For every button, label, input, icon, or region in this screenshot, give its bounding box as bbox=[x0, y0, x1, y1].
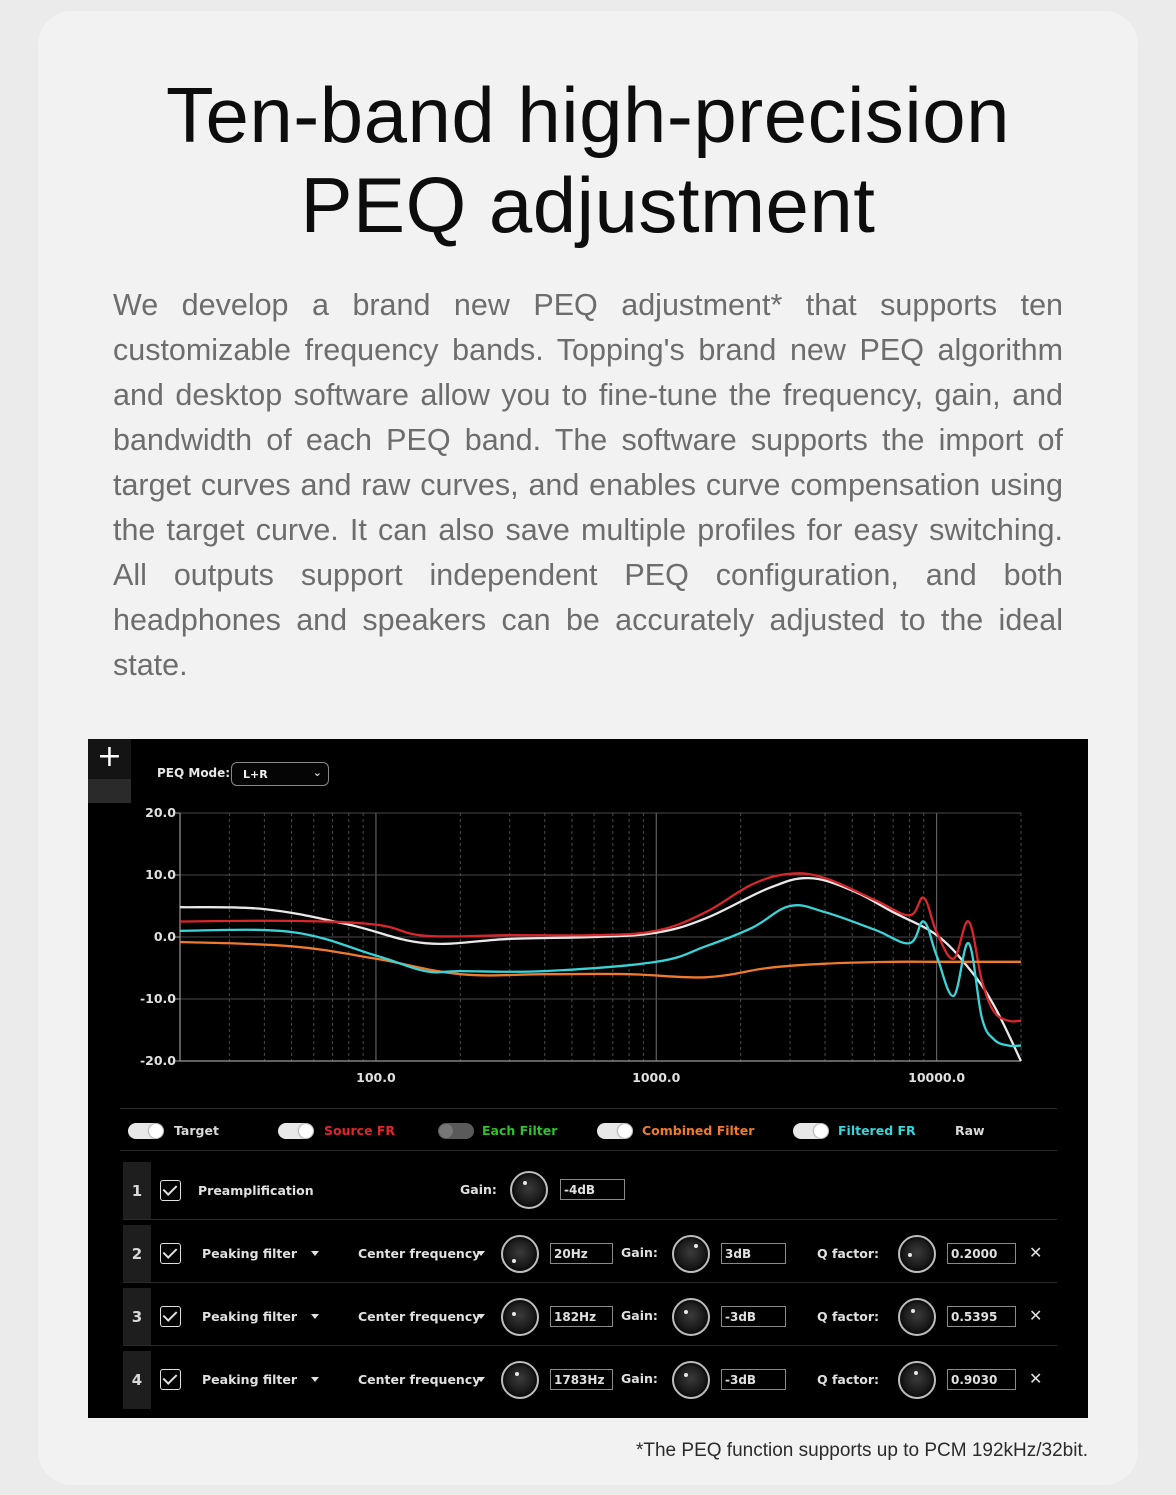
frequency-knob[interactable] bbox=[501, 1361, 539, 1399]
x-tick-label: 10000.0 bbox=[908, 1070, 966, 1085]
headline bbox=[0, 70, 1176, 250]
row-index: 1 bbox=[123, 1162, 151, 1219]
gain-field[interactable]: -3dB bbox=[721, 1306, 786, 1327]
center-frequency-select[interactable]: Center frequency bbox=[358, 1309, 481, 1324]
filter-row-2 bbox=[123, 1225, 1057, 1283]
filter-enable-checkbox[interactable] bbox=[160, 1369, 181, 1390]
row-index: 4 bbox=[123, 1351, 151, 1409]
close-icon[interactable]: ✕ bbox=[1029, 1243, 1043, 1262]
preamp-row bbox=[123, 1162, 1057, 1220]
toggle-source-fr[interactable] bbox=[278, 1123, 314, 1139]
headline-line-2: PEQ adjustment bbox=[300, 161, 876, 249]
frequency-field[interactable]: 20Hz bbox=[550, 1243, 613, 1264]
peq-mode-label: PEQ Mode: bbox=[157, 766, 231, 780]
preamp-checkbox[interactable] bbox=[160, 1180, 181, 1201]
chart-legend bbox=[120, 1108, 1057, 1151]
x-tick-label: 100.0 bbox=[356, 1070, 396, 1085]
q-factor-label: Q factor: bbox=[817, 1372, 879, 1387]
preamp-label: Preamplification bbox=[198, 1183, 314, 1198]
y-tick-label: 10.0 bbox=[145, 867, 176, 882]
gain-label: Gain: bbox=[621, 1371, 658, 1386]
q-factor-knob[interactable] bbox=[898, 1298, 936, 1336]
filter-row-3 bbox=[123, 1288, 1057, 1346]
legend-source-fr-label: Source FR bbox=[324, 1123, 396, 1138]
frequency-field[interactable]: 182Hz bbox=[550, 1306, 613, 1327]
series-line-filtered-fr bbox=[180, 905, 1021, 1046]
legend-each-filter-label: Each Filter bbox=[482, 1123, 558, 1138]
q-factor-field[interactable]: 0.9030 bbox=[947, 1369, 1016, 1390]
q-factor-label: Q factor: bbox=[817, 1246, 879, 1261]
legend-filtered-fr-label: Filtered FR bbox=[838, 1123, 916, 1138]
filter-enable-checkbox[interactable] bbox=[160, 1243, 181, 1264]
filter-enable-checkbox[interactable] bbox=[160, 1306, 181, 1327]
frequency-response-chart bbox=[88, 799, 1088, 1109]
description-text: We develop a brand new PEQ adjustment* that supports ten customizable frequency bands. Topping's brand new PEQ algorithm and desktop software allow you to fine-tune the frequency, gain, and bandwidth of each PEQ band. The software supports the import of target curves and raw curves, and enables curve compensation using the target curve. It can also save multiple profiles for easy switching. All outputs support independent PEQ configuration, and both headphones and speakers can be accurately adjusted to the ideal state. bbox=[113, 288, 1063, 682]
plus-icon[interactable]: + bbox=[88, 739, 131, 779]
gain-field[interactable]: 3dB bbox=[721, 1243, 786, 1264]
caret-down-icon[interactable] bbox=[311, 1377, 319, 1382]
y-tick-label: 0.0 bbox=[153, 929, 176, 944]
q-factor-knob[interactable] bbox=[898, 1361, 936, 1399]
series-line-target bbox=[180, 878, 1021, 1061]
close-icon[interactable]: ✕ bbox=[1029, 1306, 1043, 1325]
frequency-knob[interactable] bbox=[501, 1298, 539, 1336]
gain-knob[interactable] bbox=[672, 1298, 710, 1336]
filter-type-select[interactable]: Peaking filter bbox=[202, 1372, 298, 1387]
peq-app-window bbox=[88, 739, 1088, 1418]
gain-label: Gain: bbox=[621, 1308, 658, 1323]
filter-type-select[interactable]: Peaking filter bbox=[202, 1246, 298, 1261]
filter-row-4 bbox=[123, 1351, 1057, 1409]
legend-combined-filter-label: Combined Filter bbox=[642, 1123, 755, 1138]
caret-down-icon[interactable] bbox=[477, 1377, 485, 1382]
toggle-each-filter[interactable] bbox=[438, 1123, 474, 1139]
q-factor-knob[interactable] bbox=[898, 1235, 936, 1273]
q-factor-field[interactable]: 0.5395 bbox=[947, 1306, 1016, 1327]
toggle-target[interactable] bbox=[128, 1123, 164, 1139]
y-tick-label: 20.0 bbox=[145, 805, 176, 820]
caret-down-icon[interactable] bbox=[477, 1314, 485, 1319]
row-index: 3 bbox=[123, 1288, 151, 1345]
gain-knob[interactable] bbox=[672, 1235, 710, 1273]
y-tick-label: -10.0 bbox=[139, 991, 176, 1006]
center-frequency-select[interactable]: Center frequency bbox=[358, 1246, 481, 1261]
gain-label: Gain: bbox=[621, 1245, 658, 1260]
peq-mode-value: L+R bbox=[243, 768, 268, 781]
center-frequency-select[interactable]: Center frequency bbox=[358, 1372, 481, 1387]
toggle-combined-filter[interactable] bbox=[597, 1123, 633, 1139]
frequency-field[interactable]: 1783Hz bbox=[550, 1369, 613, 1390]
gain-field[interactable]: -3dB bbox=[721, 1369, 786, 1390]
close-icon[interactable]: ✕ bbox=[1029, 1369, 1043, 1388]
row-index: 2 bbox=[123, 1225, 151, 1282]
preamp-gain-knob[interactable] bbox=[510, 1171, 548, 1209]
legend-target-label: Target bbox=[174, 1123, 219, 1138]
q-factor-field[interactable]: 0.2000 bbox=[947, 1243, 1016, 1264]
caret-down-icon[interactable] bbox=[477, 1251, 485, 1256]
x-tick-label: 1000.0 bbox=[632, 1070, 681, 1085]
preamp-gain-label: Gain: bbox=[460, 1182, 497, 1197]
filter-type-select[interactable]: Peaking filter bbox=[202, 1309, 298, 1324]
gain-knob[interactable] bbox=[672, 1361, 710, 1399]
headline-line-1: Ten-band high-precision bbox=[165, 71, 1011, 159]
chevron-down-icon: ⌄ bbox=[312, 766, 322, 779]
y-tick-label: -20.0 bbox=[139, 1053, 176, 1068]
series-line-combined-filter bbox=[180, 942, 1021, 978]
frequency-knob[interactable] bbox=[501, 1235, 539, 1273]
peq-mode-select[interactable] bbox=[231, 762, 329, 786]
caret-down-icon[interactable] bbox=[311, 1314, 319, 1319]
q-factor-label: Q factor: bbox=[817, 1309, 879, 1324]
legend-raw-label: Raw bbox=[955, 1123, 985, 1138]
footnote: *The PEQ function supports up to PCM 192kHz/32bit. bbox=[635, 1440, 1088, 1461]
toggle-filtered-fr[interactable] bbox=[793, 1123, 829, 1139]
caret-down-icon[interactable] bbox=[311, 1251, 319, 1256]
preamp-gain-field[interactable]: -4dB bbox=[560, 1179, 625, 1200]
